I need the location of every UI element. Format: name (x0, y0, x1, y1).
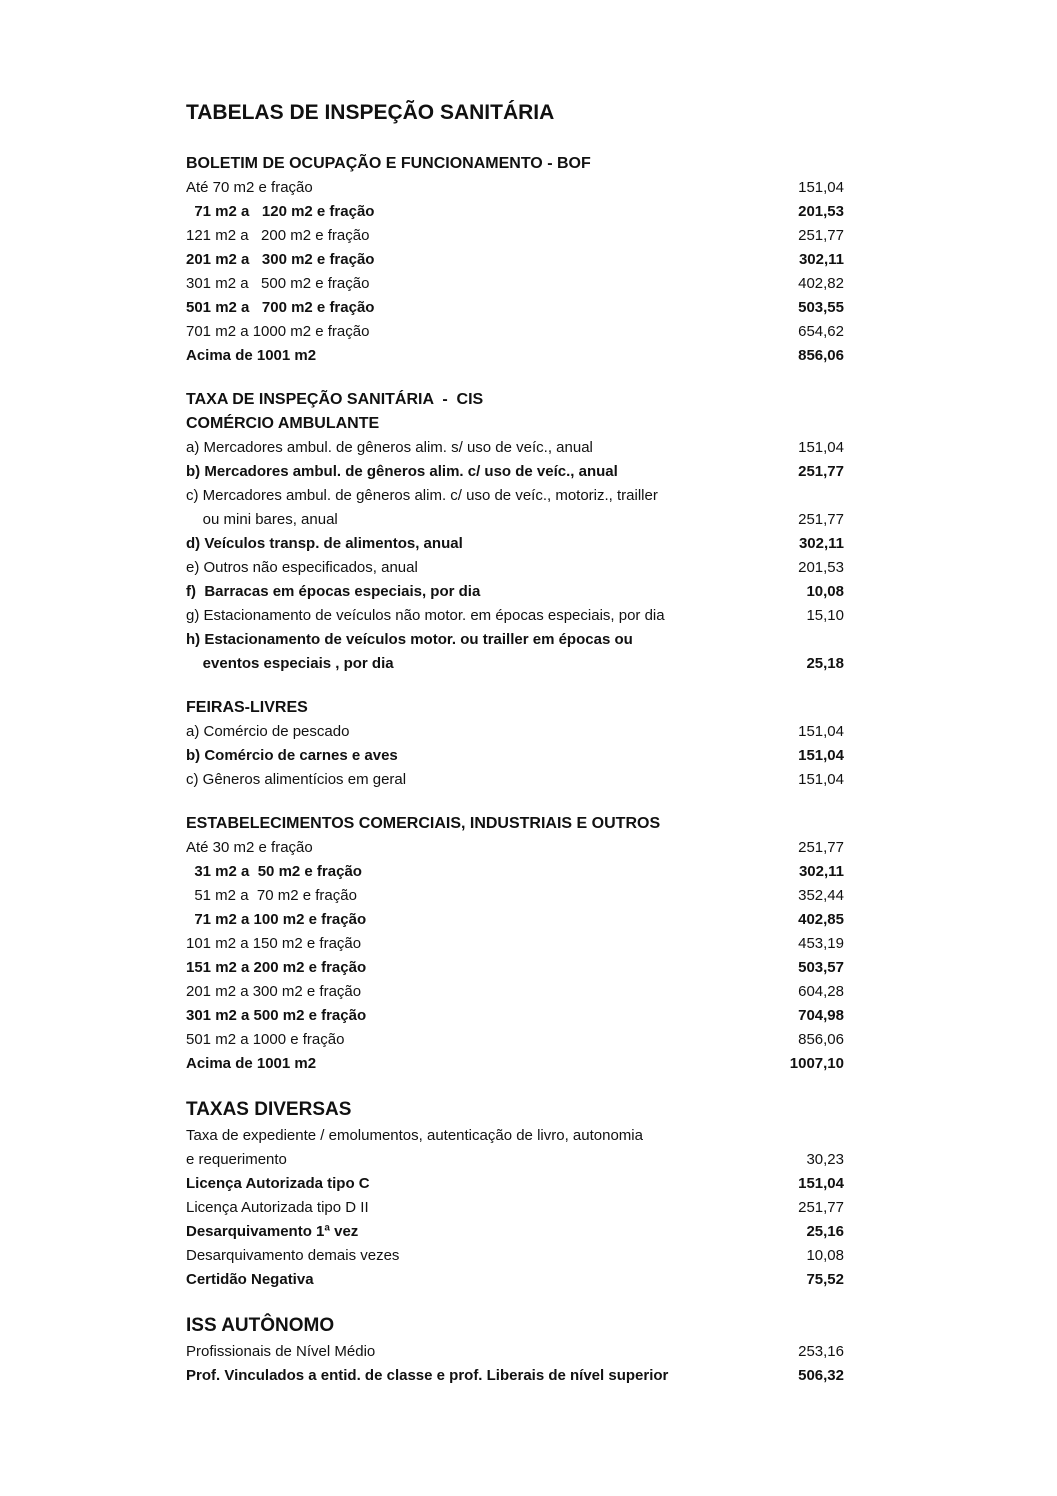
section-heading: BOLETIM DE OCUPAÇÃO E FUNCIONAMENTO - BOF (186, 155, 591, 172)
fee-row (186, 980, 844, 1004)
fee-row (186, 556, 844, 580)
fee-label: Desarquivamento demais vezes (186, 1247, 400, 1264)
fee-value: 251,77 (798, 1199, 844, 1216)
section-headings (186, 812, 844, 836)
fee-section (186, 152, 844, 368)
fee-row (186, 508, 844, 532)
section-rows (186, 1340, 844, 1388)
fee-value: 15,10 (806, 607, 844, 624)
fee-label: e requerimento (186, 1151, 287, 1168)
section-heading: TAXAS DIVERSAS (186, 1099, 352, 1120)
fee-section (186, 1096, 844, 1292)
fee-row (186, 1220, 844, 1244)
fee-label: 51 m2 a 70 m2 e fração (186, 887, 357, 904)
fee-label: Até 30 m2 e fração (186, 839, 313, 856)
fee-value: 251,77 (798, 839, 844, 856)
fee-label: 121 m2 a 200 m2 e fração (186, 227, 370, 244)
fee-row (186, 1124, 844, 1148)
fee-row (186, 956, 844, 980)
section-heading: ISS AUTÔNOMO (186, 1315, 335, 1336)
fee-row (186, 652, 844, 676)
fee-label: 71 m2 a 120 m2 e fração (186, 203, 375, 220)
fee-row (186, 932, 844, 956)
fee-section (186, 1312, 844, 1388)
fee-label: Licença Autorizada tipo C (186, 1175, 370, 1192)
fee-value: 75,52 (806, 1271, 844, 1288)
fee-value: 201,53 (798, 203, 844, 220)
fee-value: 251,77 (798, 511, 844, 528)
page-title: TABELAS DE INSPEÇÃO SANITÁRIA (186, 101, 555, 124)
fee-value: 402,85 (798, 911, 844, 928)
section-rows (186, 436, 844, 676)
fee-row (186, 836, 844, 860)
fee-row (186, 1052, 844, 1076)
fee-value: 151,04 (798, 771, 844, 788)
fee-value: 151,04 (798, 439, 844, 456)
fee-value: 302,11 (798, 863, 844, 880)
fee-value: 1007,10 (789, 1055, 844, 1072)
fee-label: g) Estacionamento de veículos não motor. em épocas especiais, por dia (186, 607, 665, 624)
fee-value: 604,28 (798, 983, 844, 1000)
fee-value: 453,19 (798, 935, 844, 952)
fee-value: 30,23 (806, 1151, 844, 1168)
fee-value: 151,04 (798, 179, 844, 196)
section-rows (186, 176, 844, 368)
fee-value: 506,32 (798, 1367, 844, 1384)
document-content (186, 100, 844, 1388)
section-headings (186, 696, 844, 720)
fee-row (186, 1244, 844, 1268)
fee-row (186, 1268, 844, 1292)
fee-value: 302,11 (798, 251, 844, 268)
fee-value: 352,44 (798, 887, 844, 904)
fee-label: f) Barracas em épocas especiais, por dia (186, 583, 481, 600)
fee-value: 151,04 (798, 723, 844, 740)
fee-value: 251,77 (798, 227, 844, 244)
fee-value: 402,82 (798, 275, 844, 292)
fee-label: 201 m2 a 300 m2 e fração (186, 983, 362, 1000)
fee-label: 31 m2 a 50 m2 e fração (186, 863, 362, 880)
fee-label: a) Comércio de pescado (186, 723, 350, 740)
fee-row (186, 580, 844, 604)
fee-row (186, 1172, 844, 1196)
fee-row (186, 1364, 844, 1388)
fee-label: 301 m2 a 500 m2 e fração (186, 1007, 367, 1024)
fee-row (186, 744, 844, 768)
fee-label: 501 m2 a 700 m2 e fração (186, 299, 375, 316)
fee-row (186, 604, 844, 628)
fee-label: ou mini bares, anual (186, 511, 338, 528)
fee-value: 25,16 (806, 1223, 844, 1240)
fee-row (186, 200, 844, 224)
fee-row (186, 628, 844, 652)
fee-label: Prof. Vinculados a entid. de classe e prof. Liberais de nível superior (186, 1367, 669, 1384)
fee-value: 503,57 (798, 959, 844, 976)
fee-label: 701 m2 a 1000 m2 e fração (186, 323, 370, 340)
fee-row (186, 908, 844, 932)
fee-value: 10,08 (806, 1247, 844, 1264)
fee-label: eventos especiais , por dia (186, 655, 394, 672)
fee-value: 251,77 (798, 463, 844, 480)
fee-section (186, 812, 844, 1076)
fee-value: 253,16 (798, 1343, 844, 1360)
fee-value: 201,53 (798, 559, 844, 576)
fee-label: Até 70 m2 e fração (186, 179, 313, 196)
fee-row (186, 768, 844, 792)
fee-row (186, 1196, 844, 1220)
section-headings (186, 1312, 844, 1340)
fee-value: 856,06 (798, 1031, 844, 1048)
fee-row (186, 248, 844, 272)
fee-label: 201 m2 a 300 m2 e fração (186, 251, 375, 268)
fee-label: b) Mercadores ambul. de gêneros alim. c/ uso de veíc., anual (186, 463, 618, 480)
fee-label: 301 m2 a 500 m2 e fração (186, 275, 370, 292)
fee-row (186, 296, 844, 320)
fee-label: Certidão Negativa (186, 1271, 314, 1288)
fee-label: c) Gêneros alimentícios em geral (186, 771, 407, 788)
fee-section (186, 696, 844, 792)
fee-value: 654,62 (798, 323, 844, 340)
fee-label: Profissionais de Nível Médio (186, 1343, 376, 1360)
fee-row (186, 1340, 844, 1364)
fee-value: 302,11 (798, 535, 844, 552)
fee-row (186, 224, 844, 248)
fee-row (186, 272, 844, 296)
fee-label: b) Comércio de carnes e aves (186, 747, 398, 764)
section-headings (186, 388, 844, 436)
section-headings (186, 1096, 844, 1124)
section-headings (186, 152, 844, 176)
fee-row (186, 1148, 844, 1172)
fee-label: Acima de 1001 m2 (186, 1055, 317, 1072)
fee-label: a) Mercadores ambul. de gêneros alim. s/ uso de veíc., anual (186, 439, 593, 456)
fee-label: 501 m2 a 1000 e fração (186, 1031, 345, 1048)
fee-row (186, 860, 844, 884)
fee-row (186, 884, 844, 908)
fee-value: 25,18 (806, 655, 844, 672)
fee-label: e) Outros não especificados, anual (186, 559, 418, 576)
fee-label: d) Veículos transp. de alimentos, anual (186, 535, 463, 552)
fee-label: Taxa de expediente / emolumentos, autenticação de livro, autonomia (186, 1127, 643, 1144)
fee-row (186, 176, 844, 200)
fee-label: c) Mercadores ambul. de gêneros alim. c/ uso de veíc., motoriz., trailler (186, 487, 658, 504)
fee-label: 151 m2 a 200 m2 e fração (186, 959, 367, 976)
fee-row (186, 320, 844, 344)
fee-row (186, 1004, 844, 1028)
section-rows (186, 1124, 844, 1292)
fee-row (186, 484, 844, 508)
fee-value: 10,08 (806, 583, 844, 600)
fee-row (186, 532, 844, 556)
section-heading: TAXA DE INSPEÇÃO SANITÁRIA - CIS (186, 391, 484, 408)
section-heading: ESTABELECIMENTOS COMERCIAIS, INDUSTRIAIS E OUTROS (186, 815, 661, 832)
fee-value: 856,06 (798, 347, 844, 364)
fee-row (186, 344, 844, 368)
fee-section (186, 388, 844, 676)
fee-row (186, 460, 844, 484)
section-rows (186, 836, 844, 1076)
fee-value: 151,04 (798, 1175, 844, 1192)
fee-label: h) Estacionamento de veículos motor. ou trailler em épocas ou (186, 631, 633, 648)
fee-sections-container (186, 152, 844, 1388)
section-heading: FEIRAS-LIVRES (186, 699, 308, 716)
section-rows (186, 720, 844, 792)
fee-label: Licença Autorizada tipo D II (186, 1199, 369, 1216)
fee-label: 71 m2 a 100 m2 e fração (186, 911, 367, 928)
fee-value: 151,04 (798, 747, 844, 764)
fee-label: 101 m2 a 150 m2 e fração (186, 935, 362, 952)
fee-row (186, 720, 844, 744)
fee-value: 704,98 (798, 1007, 844, 1024)
fee-label: Desarquivamento 1ª vez (186, 1223, 359, 1240)
section-heading: COMÉRCIO AMBULANTE (186, 415, 380, 432)
fee-label: Acima de 1001 m2 (186, 347, 317, 364)
fee-row (186, 436, 844, 460)
fee-row (186, 1028, 844, 1052)
fee-value: 503,55 (798, 299, 844, 316)
